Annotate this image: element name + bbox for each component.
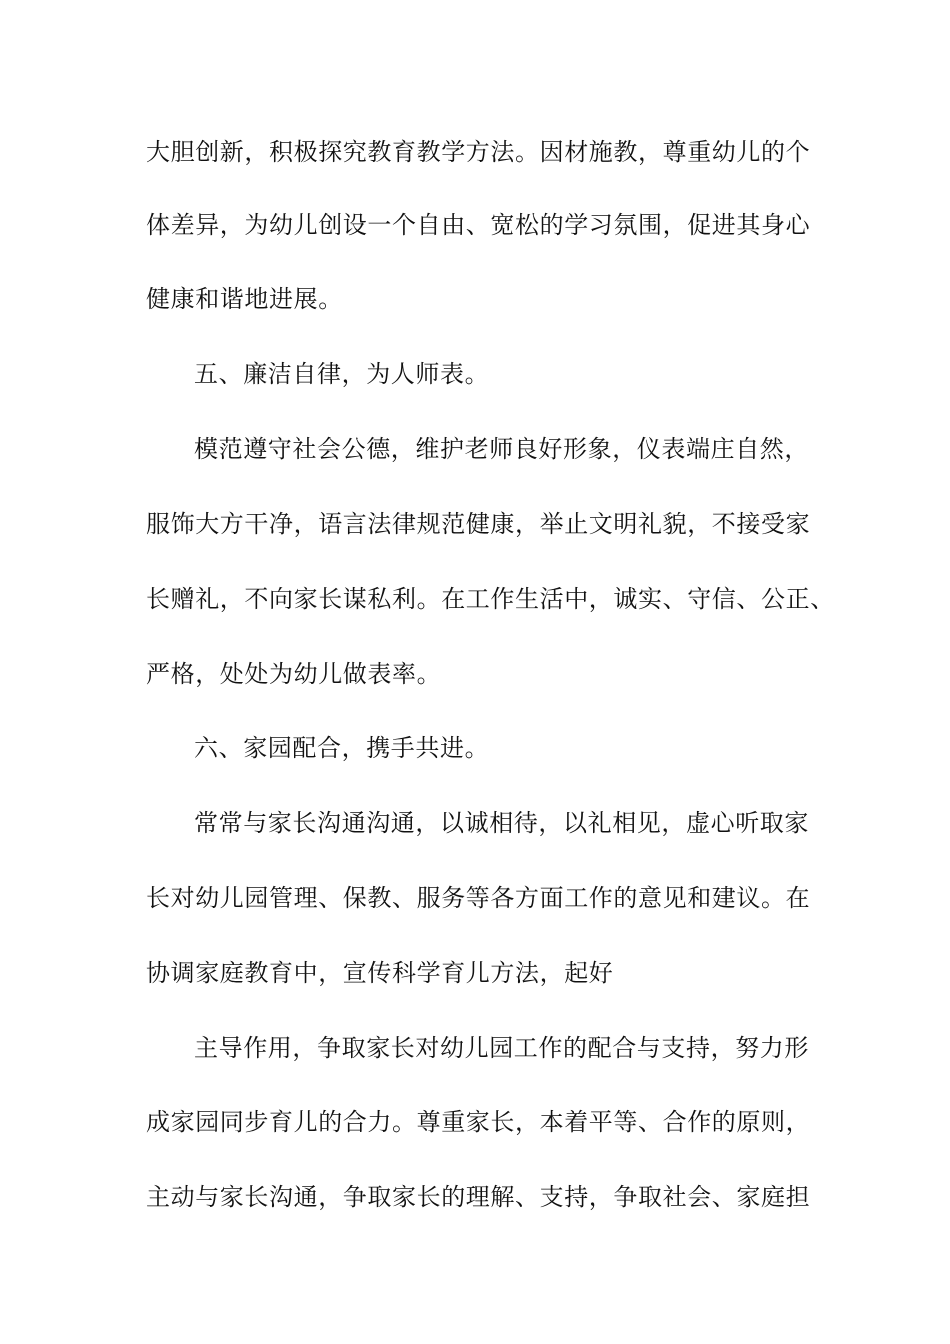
text-line: 主导作用，争取家长对幼儿园工作的配合与支持，努力形	[194, 1034, 809, 1062]
text-line: 常常与家长沟通沟通，以诚相待，以礼相见，虚心听取家	[194, 809, 809, 837]
text-line: 严格，处处为幼儿做表率。	[146, 660, 442, 688]
text-line: 健康和谐地进展。	[146, 285, 343, 313]
section-heading: 五、廉洁自律，为人师表。	[194, 360, 490, 388]
text-line: 主动与家长沟通，争取家长的理解、支持，争取社会、家庭担	[146, 1183, 811, 1211]
text-line: 模范遵守社会公德，维护老师良好形象，仪表端庄自然，	[194, 435, 809, 463]
text-line: 大胆创新，积极探究教育教学方法。因材施教，尊重幼儿的个	[146, 138, 811, 166]
text-line: 服饰大方干净，语言法律规范健康，举止文明礼貌，不接受家	[146, 510, 811, 538]
text-line: 体差异，为幼儿创设一个自由、宽松的学习氛围，促进其身心	[146, 211, 811, 239]
text-line: 成家园同步育儿的合力。尊重家长，本着平等、合作的原则，	[146, 1108, 811, 1136]
text-line: 长对幼儿园管理、保教、服务等各方面工作的意见和建议。在	[146, 884, 811, 912]
section-heading: 六、家园配合，携手共进。	[194, 734, 490, 762]
text-line: 长赠礼，不向家长谋私利。在工作生活中，诚实、守信、公正、	[146, 585, 835, 613]
text-line: 协调家庭教育中，宣传科学育儿方法，起好	[146, 959, 614, 987]
